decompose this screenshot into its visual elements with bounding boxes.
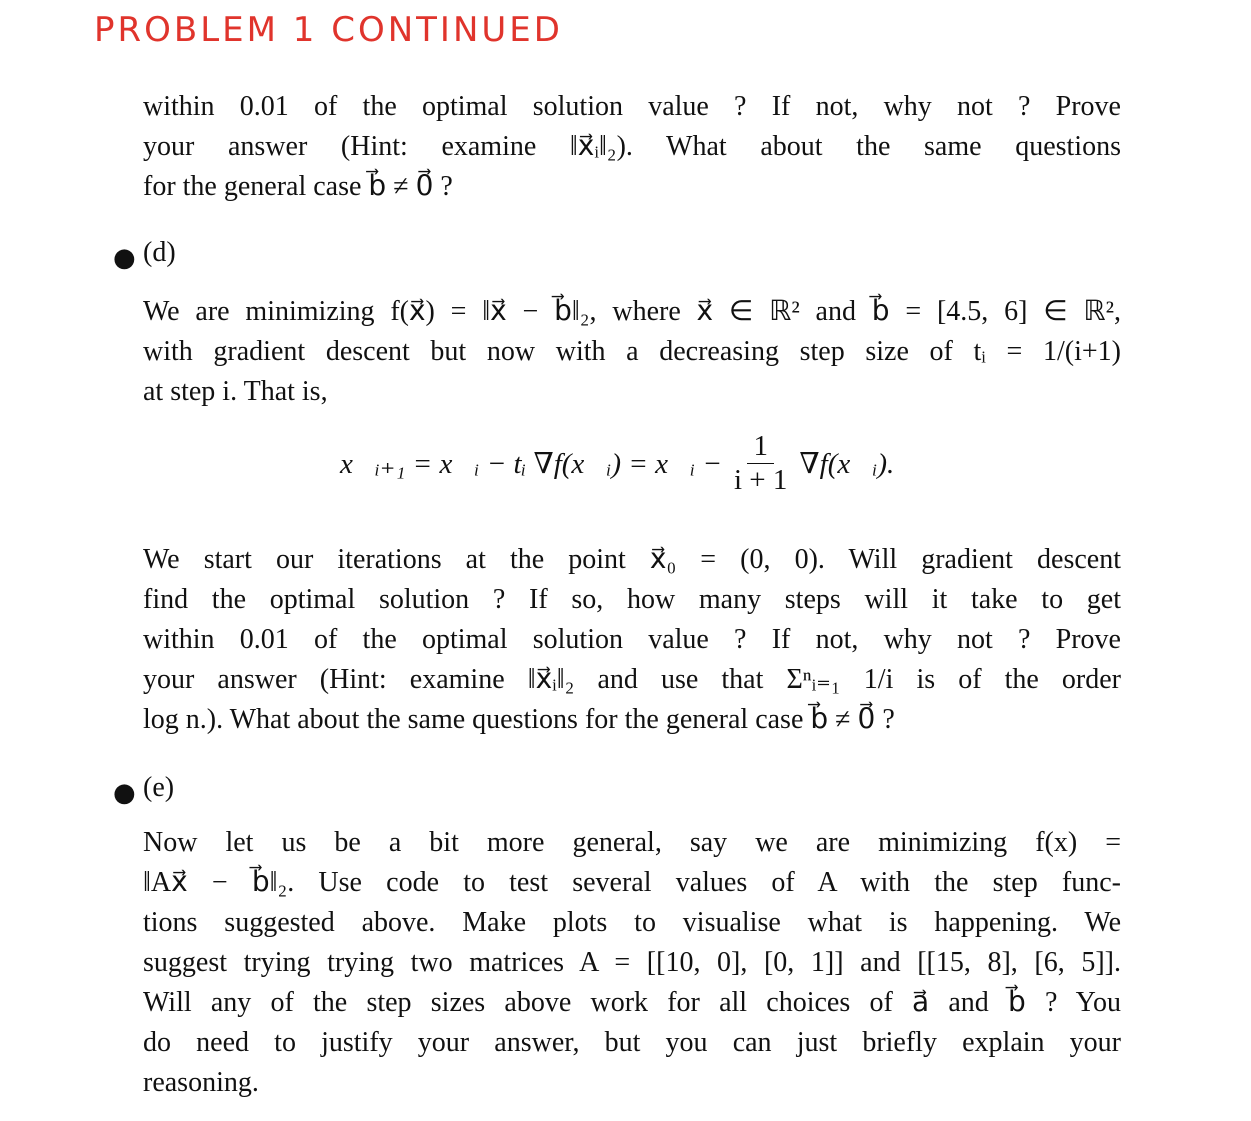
text-line: tions suggested above. Make plots to visualise what is happening. We xyxy=(143,907,1121,938)
display-equation xyxy=(340,430,894,497)
text-line: at step i. That is, xyxy=(143,376,328,407)
fraction-denominator: i + 1 xyxy=(734,464,788,496)
text-line: your answer (Hint: examine ‖x⃗ᵢ‖₂). What about the same questions xyxy=(143,131,1121,162)
equation-fraction xyxy=(734,430,787,497)
text-line: suggest trying trying two matrices A = [[10, 0], [0, 1]] and [[15, 8], [6, 5]]. xyxy=(143,947,1121,978)
fraction-numerator: 1 xyxy=(747,430,774,464)
bullet-icon: ● xyxy=(113,778,136,808)
text-line: log n.). What about the same questions for the general case b⃗ ≠ 0⃗ ? xyxy=(143,704,895,735)
item-label-e: (e) xyxy=(143,772,175,803)
text-line: ‖Ax⃗ − b⃗‖₂. Use code to test several values of A with the step func- xyxy=(143,867,1121,898)
text-line: reasoning. xyxy=(143,1067,259,1098)
text-line: Will any of the step sizes above work for all choices of a⃗ and b⃗ ? You xyxy=(143,987,1121,1018)
text-line: within 0.01 of the optimal solution value ? If not, why not ? Prove xyxy=(143,624,1121,655)
bullet-icon: ● xyxy=(113,243,136,273)
text-line: We start our iterations at the point x⃗₀ = (0, 0). Will gradient descent xyxy=(143,544,1121,575)
part-e-paragraph xyxy=(143,823,1121,1103)
text-line: for the general case b⃗ ≠ 0⃗ ? xyxy=(143,171,453,202)
text-line: do need to justify your answer, but you can just briefly explain your xyxy=(143,1027,1121,1058)
text-line: within 0.01 of the optimal solution value ? If not, why not ? Prove xyxy=(143,91,1121,122)
text-line: find the optimal solution ? If so, how many steps will it take to get xyxy=(143,584,1121,615)
equation-lhs: x⃗ᵢ₊₁ = x⃗ᵢ − tᵢ ∇f(x⃗ᵢ) = x⃗ᵢ − xyxy=(340,448,722,480)
equation-rhs: ∇f(x⃗ᵢ). xyxy=(799,448,895,480)
intro-paragraph xyxy=(143,87,1121,207)
part-d-paragraph-2 xyxy=(143,540,1121,740)
text-line: Now let us be a bit more general, say we are minimizing f(x) = xyxy=(143,827,1121,858)
part-d-paragraph-1 xyxy=(143,292,1121,412)
text-line: We are minimizing f(x⃗) = ‖x⃗ − b⃗‖₂, where x⃗ ∈ ℝ² and b⃗ = [4.5, 6] ∈ ℝ², xyxy=(143,296,1121,327)
text-line: your answer (Hint: examine ‖x⃗ᵢ‖₂ and use that Σⁿᵢ₌₁ 1/i is of the order xyxy=(143,664,1121,695)
handwritten-header: PROBLEM 1 CONTINUED xyxy=(94,10,563,50)
item-label-d: (d) xyxy=(143,237,176,268)
text-line: with gradient descent but now with a decreasing step size of tᵢ = 1/(i+1) xyxy=(143,336,1121,367)
